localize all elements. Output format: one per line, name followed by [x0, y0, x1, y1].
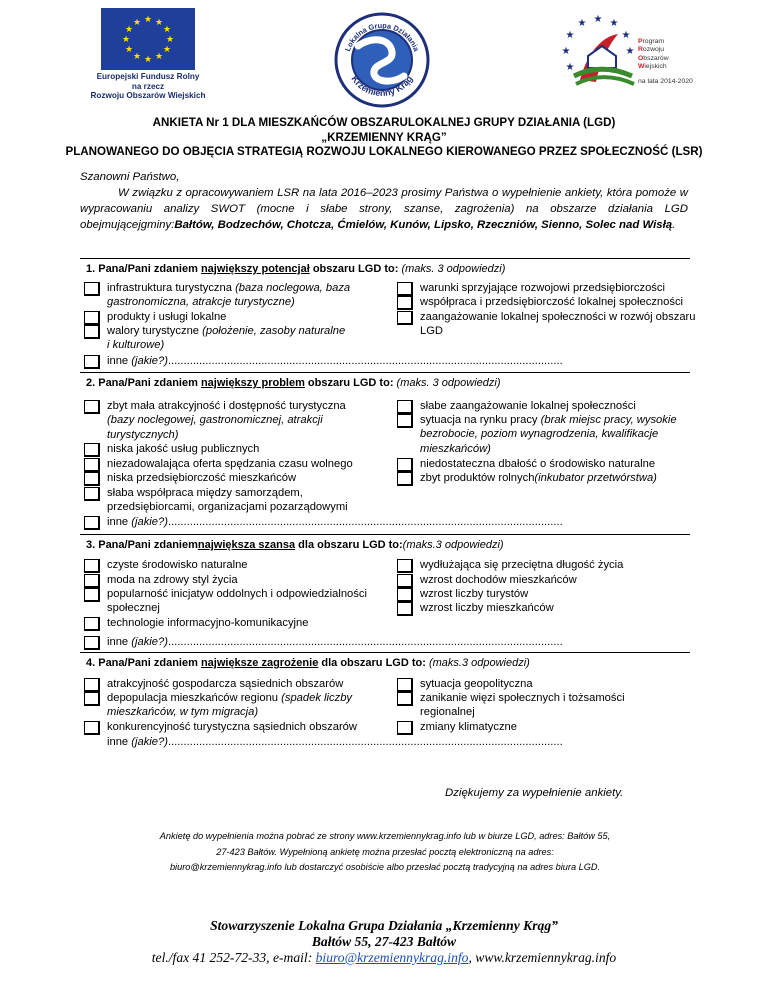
checkbox[interactable]	[397, 602, 413, 616]
prow-line-3: Obszarów	[638, 54, 669, 62]
q1-option-local-products[interactable]: produkty i usługi lokalne	[107, 310, 226, 324]
prow-line-2: Rozwoju	[638, 46, 665, 54]
checkbox[interactable]	[397, 588, 413, 602]
svg-text:★: ★	[565, 62, 575, 73]
title-line-1: ANKIETA Nr 1 DLA MIESZKAŃCÓW OBSZARULOKALNEJ GRUPY DZIAŁANIA (LGD)	[152, 116, 616, 129]
checkbox[interactable]	[84, 588, 100, 602]
svg-text:★: ★	[625, 46, 635, 57]
title-line-3: PLANOWANEGO DO OBJĘCIA STRATEGIĄ ROZWOJU LOKALNEGO KIEROWANEGO PRZEZ SPOŁECZNOŚĆ (LSR)	[65, 145, 703, 158]
question-2-heading: 2. Pana/Pani zdaniem największy problem obszaru LGD to: (maks. 3 odpowiedzi)	[86, 377, 501, 389]
question-1	[80, 258, 690, 275]
checkbox[interactable]	[84, 458, 100, 472]
q3-option-grassroots[interactable]: popularność inicjatyw oddolnych i odpowiedzialności społecznej	[107, 587, 367, 616]
greeting: Szanowni Państwo,	[80, 171, 180, 183]
q1-option-tourist-values[interactable]: walory turystyczne (położenie, zasoby naturalne i kulturowe)	[107, 324, 345, 353]
q2-option-other[interactable]: inne (jakie?)...............................................................................................................................	[107, 515, 563, 529]
svg-text:★: ★	[593, 14, 603, 25]
q2-option-weak-cooperation[interactable]: słaba współpraca między samorządem, przedsiębiorcami, organizacjami pozarządowymi	[107, 486, 348, 515]
svg-text:★: ★	[609, 18, 619, 29]
document-title	[0, 116, 768, 160]
footer-line-1: Ankietę do wypełnienia można pobrać ze strony www.krzemiennykrag.info lub w biurze LGD, adres: Bałtów 55,	[159, 831, 611, 841]
q2-option-public-services[interactable]: niska jakość usług publicznych	[107, 442, 259, 456]
svg-text:★: ★	[154, 52, 164, 62]
eu-caption-line3: Rozwoju Obszarów Wiejskich	[90, 91, 206, 100]
svg-text:★: ★	[132, 52, 142, 62]
checkbox[interactable]	[397, 282, 413, 296]
q4-option-other: inne (jakie?)...............................................................................................................................	[107, 736, 563, 748]
svg-text:★: ★	[124, 25, 134, 35]
eu-caption-line2: na rzecz	[131, 81, 165, 91]
question-4-heading: 4. Pana/Pani zdaniem największe zagrożenie dla obszaru LGD to: (maks.3 odpowiedzi)	[86, 657, 530, 669]
svg-text:★: ★	[162, 25, 172, 35]
checkbox[interactable]	[397, 721, 413, 735]
q4-option-economic-attractiveness[interactable]: atrakcyjność gospodarcza sąsiednich obszarów	[107, 677, 343, 691]
question-3	[80, 534, 690, 551]
q2-option-environment[interactable]: niedostateczna dbałość o środowisko naturalne	[420, 457, 655, 471]
footer-instructions	[90, 829, 680, 876]
checkbox[interactable]	[84, 355, 100, 369]
checkbox[interactable]	[84, 487, 100, 501]
prow-years: na lata 2014-2020	[638, 78, 693, 85]
communes-list: Bałtów, Bodzechów, Chotcza, Ćmielów, Kunów, Lipsko, Rzeczniów, Sienno, Solec nad Wisłą	[174, 219, 673, 231]
prow-line-1: Program	[638, 38, 665, 45]
checkbox[interactable]	[84, 311, 100, 325]
svg-text:★: ★	[121, 35, 131, 45]
q3-option-ict[interactable]: technologie informacyjno-komunikacyjne	[107, 616, 308, 630]
svg-text:★: ★	[577, 18, 587, 29]
eu-logo	[82, 8, 214, 101]
q2-option-low-attractiveness[interactable]: zbyt mała atrakcyjność i dostępność turystyczna (bazy noclegowej, gastronomicznej, atrakcji turystycznych)	[107, 399, 346, 442]
svg-text:★: ★	[165, 35, 175, 45]
eu-caption-line1: Europejski Fundusz Rolny	[96, 72, 200, 81]
checkbox[interactable]	[84, 400, 100, 414]
svg-text:★: ★	[143, 55, 153, 65]
eu-flag-icon	[101, 8, 195, 70]
footer-line-2: 27-423 Bałtów. Wypełnioną ankietę można przesłać pocztą elektroniczną na adres:	[216, 846, 554, 857]
q2-option-labour-market[interactable]: sytuacja na rynku pracy (brak miejsc pracy, wysokie bezrobocie, poziom wynagrodzenia, kwalifikacje mieszkańców)	[420, 413, 677, 456]
thank-you-note: Dziękujemy za wypełnienie ankiety.	[445, 787, 624, 799]
intro-paragraph: W związku z opracowywaniem LSR na lata 2016–2023 prosimy Państwa o wypełnienie ankiety, która pomoże w wypracowaniu analizy SWOT (mocne i słabe strony, szanse, zagrożenia) na obszarze działania LGD obejmującejgminy:Bałtów, Bodzechów, Chotcza, Ćmielów, Kunów, Lipsko, Rzeczniów, Sienno, Solec nad Wisłą.	[80, 187, 688, 231]
question-3-heading: 3. Pana/Pani zdaniemnajwiększa szansa dla obszaru LGD to:(maks.3 odpowiedzi)	[86, 539, 504, 551]
checkbox[interactable]	[84, 574, 100, 588]
checkbox[interactable]	[397, 311, 413, 325]
svg-text:★: ★	[162, 45, 172, 55]
checkbox[interactable]	[84, 617, 100, 631]
q4-option-tourist-competition[interactable]: konkurencyjność turystyczna sąsiednich obszarów	[107, 720, 357, 734]
question-2	[80, 372, 690, 389]
checkbox[interactable]	[397, 296, 413, 310]
checkbox[interactable]	[84, 472, 100, 486]
checkbox[interactable]	[84, 636, 100, 650]
checkbox[interactable]	[397, 458, 413, 472]
svg-text:★: ★	[561, 46, 571, 57]
intro-text	[80, 169, 688, 233]
org-contact: tel./fax 41 252-72-33, e-mail: biuro@krzemiennykrag.info, www.krzemiennykrag.info	[151, 950, 617, 965]
svg-text:★: ★	[565, 30, 575, 41]
q3-option-income-growth[interactable]: wzrost dochodów mieszkańców	[420, 573, 577, 587]
org-address: Bałtów 55, 27-423 Bałtów	[311, 934, 457, 949]
checkbox[interactable]	[397, 692, 413, 706]
q4-option-geopolitics[interactable]: sytuacja geopolityczna	[420, 677, 533, 691]
q2-option-weak-engagement[interactable]: słabe zaangażowanie lokalnej społeczności	[420, 399, 636, 413]
checkbox[interactable]	[84, 678, 100, 692]
q3-option-life-expectancy[interactable]: wydłużająca się przeciętna długość życia	[420, 558, 623, 572]
lgd-logo-bottom-text: Krzemienny Krąg	[349, 73, 415, 99]
footer-line-3: biuro@krzemiennykrag.info lub dostarczyć osobiście albo przesłać pocztą tradycyjną na adres biura LGD.	[169, 862, 601, 872]
checkbox[interactable]	[397, 414, 413, 428]
question-1-heading: 1. Pana/Pani zdaniem największy potencjał obszaru LGD to: (maks. 3 odpowiedzi)	[86, 263, 506, 275]
q4-option-climate-change[interactable]: zmiany klimatyczne	[420, 720, 517, 734]
prow-logo	[558, 10, 708, 100]
checkbox[interactable]	[397, 472, 413, 486]
checkbox[interactable]	[397, 574, 413, 588]
checkbox[interactable]	[84, 692, 100, 706]
checkbox[interactable]	[84, 721, 100, 735]
prow-emblem-icon	[558, 10, 638, 90]
q1-option-entrepreneurship[interactable]: warunki sprzyjające rozwojowi przedsiębiorczości	[420, 281, 665, 295]
q1-option-engagement[interactable]: zaangażowanie lokalnej społeczności w rozwój obszaru LGD	[420, 310, 696, 339]
q3-option-healthy-lifestyle[interactable]: moda na zdrowy styl życia	[107, 573, 238, 587]
checkbox[interactable]	[84, 516, 100, 530]
svg-text:★: ★	[124, 45, 134, 55]
question-4	[80, 652, 690, 669]
prow-line-4: Wiejskich	[638, 63, 667, 71]
q2-option-low-entrepreneurship[interactable]: niska przedsiębiorczość mieszkańców	[107, 471, 296, 485]
svg-text:★: ★	[154, 18, 164, 28]
q1-option-cooperation[interactable]: współpraca i przedsiębiorczość lokalnej społeczności	[420, 295, 683, 309]
svg-text:★: ★	[143, 15, 153, 25]
svg-text:★: ★	[132, 18, 142, 28]
q1-option-infrastructure[interactable]: infrastruktura turystyczna (baza noclegowa, baza gastronomiczna, atrakcje turystyczne)	[107, 281, 350, 310]
q4-option-social-bonds[interactable]: zanikanie więzi społecznych i tożsamości regionalnej	[420, 691, 625, 720]
org-name: Stowarzyszenie Lokalna Grupa Działania „Krzemienny Krąg”	[210, 918, 558, 933]
checkbox[interactable]	[84, 282, 100, 296]
q3-option-clean-environment[interactable]: czyste środowisko naturalne	[107, 558, 248, 572]
lgd-logo	[334, 12, 430, 113]
q3-option-other[interactable]: inne (jakie?)...............................................................................................................................	[107, 635, 563, 649]
organization-footer	[0, 918, 768, 966]
title-line-2: „KRZEMIENNY KRĄG”	[321, 130, 447, 144]
q2-option-leisure-offer[interactable]: niezadowalająca oferta spędzania czasu wolnego	[107, 457, 353, 471]
krzemienny-krag-logo-icon	[334, 12, 430, 108]
checkbox[interactable]	[84, 559, 100, 573]
checkbox[interactable]	[397, 678, 413, 692]
q1-option-other[interactable]: inne (jakie?)...............................................................................................................................	[107, 354, 563, 368]
checkbox[interactable]	[397, 400, 413, 414]
q4-option-depopulation[interactable]: depopulacja mieszkańców regionu (spadek liczby mieszkańców, w tym migracja)	[107, 691, 352, 720]
checkbox[interactable]	[84, 443, 100, 457]
email-link[interactable]: biuro@krzemiennykrag.info	[315, 950, 469, 965]
q3-option-tourists-growth[interactable]: wzrost liczby turystów	[420, 587, 528, 601]
logo-bar	[0, 8, 768, 108]
checkbox[interactable]	[397, 559, 413, 573]
q2-option-agri-products[interactable]: zbyt produktów rolnych(inkubator przetwórstwa)	[420, 471, 657, 485]
q3-option-population-growth[interactable]: wzrost liczby mieszkańców	[420, 601, 554, 615]
lgd-logo-top-text: Lokalna Grupa Działania	[342, 20, 422, 53]
checkbox[interactable]	[84, 325, 100, 339]
svg-text:★: ★	[621, 30, 631, 41]
